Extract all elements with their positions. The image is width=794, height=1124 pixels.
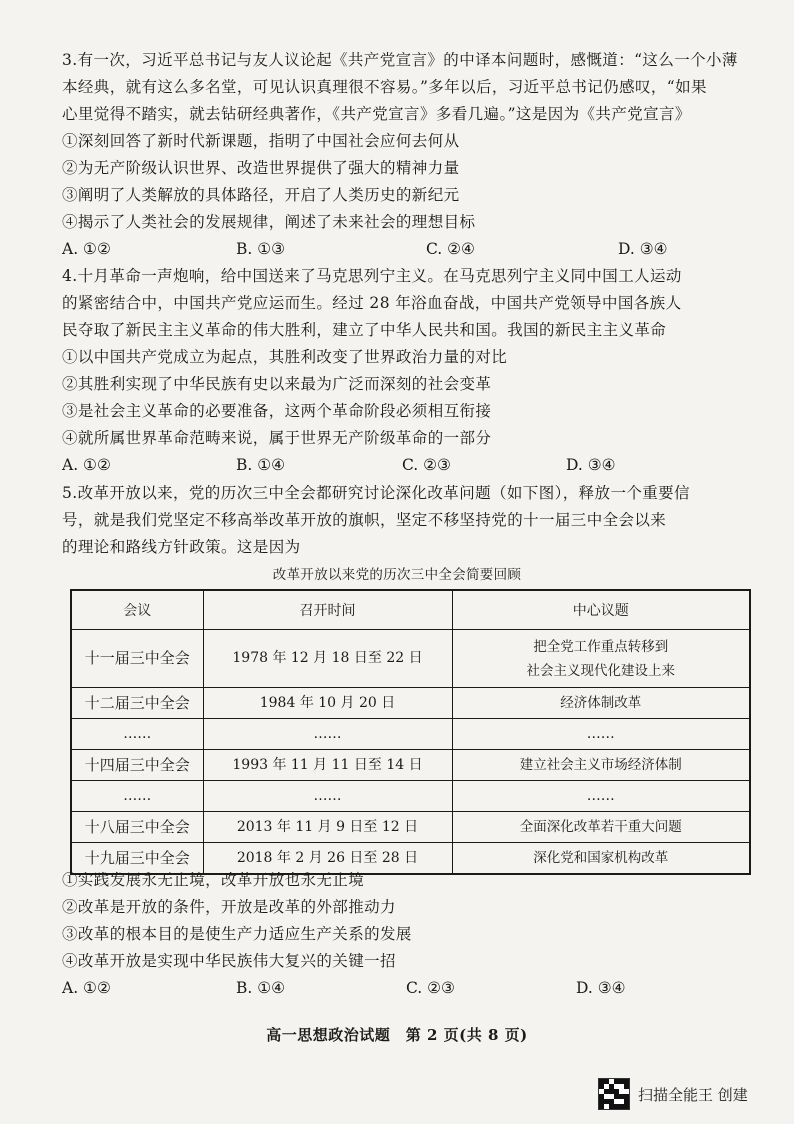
meeting-cell: …… xyxy=(71,781,203,812)
question-5-line: 的理论和路线方针政策。这是因为 xyxy=(62,538,301,556)
question-3-statement: ③阐明了人类解放的具体路径，开启了人类历史的新纪元 xyxy=(62,186,460,204)
table-row xyxy=(71,750,750,781)
question-3-statement: ④揭示了人类社会的发展规律，阐述了未来社会的理想目标 xyxy=(62,213,476,231)
option-d[interactable]: D. ③④ xyxy=(618,240,668,258)
option-a[interactable]: A. ①② xyxy=(62,240,111,258)
option-d[interactable]: D. ③④ xyxy=(576,979,626,997)
question-5-line: 号，就是我们党坚定不移高举改革开放的旗帜，坚定不移坚持党的十一届三中全会以来 xyxy=(62,511,667,529)
table-row xyxy=(71,688,750,719)
meeting-cell: 十四届三中全会 xyxy=(71,750,203,781)
question-3-options xyxy=(62,236,762,263)
question-4-options xyxy=(62,452,762,479)
topic-cell xyxy=(452,630,750,688)
table-row xyxy=(71,812,750,843)
question-5 xyxy=(62,480,762,561)
question-5-options xyxy=(62,975,762,1002)
option-c[interactable]: C. ②③ xyxy=(402,456,451,474)
option-b[interactable]: B. ①④ xyxy=(236,979,286,997)
meeting-cell: 十一届三中全会 xyxy=(71,630,203,688)
meeting-cell: 十九届三中全会 xyxy=(71,843,203,875)
question-4-statement: ④就所属世界革命范畴来说，属于世界无产阶级革命的一部分 xyxy=(62,429,492,447)
table-row xyxy=(71,630,750,688)
option-c[interactable]: C. ②④ xyxy=(426,240,475,258)
topic-cell: 经济体制改革 xyxy=(452,688,750,719)
option-b[interactable]: B. ①③ xyxy=(236,240,286,258)
meeting-cell: …… xyxy=(71,719,203,750)
table-header-row xyxy=(71,590,750,630)
question-4-statement: ①以中国共产党成立为起点，其胜利改变了世界政治力量的对比 xyxy=(62,348,508,366)
column-header-topic: 中心议题 xyxy=(452,590,750,630)
question-5-line: 5.改革开放以来，党的历次三中全会都研究讨论深化改革问题（如下图），释放一个重要信 xyxy=(62,484,690,502)
question-4 xyxy=(62,263,762,479)
question-4-line: 民夺取了新民主主义革命的伟大胜利，建立了中华人民共和国。我国的新民主主义革命 xyxy=(62,321,667,339)
topic-line: 把全党工作重点转移到 xyxy=(533,638,669,655)
topic-cell: 全面深化改革若干重大问题 xyxy=(452,812,750,843)
question-3-statement: ①深刻回答了新时代新课题，指明了中国社会应何去何从 xyxy=(62,132,460,150)
topic-cell: 深化党和国家机构改革 xyxy=(452,843,750,875)
topic-cell: …… xyxy=(452,781,750,812)
question-4-line: 的紧密结合中，中国共产党应运而生。经过 28 年浴血奋战，中国共产党领导中国各族人 xyxy=(62,294,682,312)
question-5-statement: ③改革的根本目的是使生产力适应生产关系的发展 xyxy=(62,925,412,943)
question-3 xyxy=(62,47,762,263)
option-c[interactable]: C. ②③ xyxy=(406,979,455,997)
question-3-line: 心里觉得不踏实，就去钻研经典著作，《共产党宣言》多看几遍。”这是因为《共产党宣言》 xyxy=(62,105,691,123)
topic-line: 社会主义现代化建设上来 xyxy=(526,662,675,679)
option-b[interactable]: B. ①④ xyxy=(236,456,286,474)
time-cell: 1993 年 11 月 11 日至 14 日 xyxy=(203,750,452,781)
scanner-watermark xyxy=(598,1078,748,1110)
question-5-statement: ①实践发展永无止境，改革开放也永无止境 xyxy=(62,871,365,889)
watermark-text: 扫描全能王 创建 xyxy=(638,1085,748,1104)
question-5-statement: ②改革是开放的条件，开放是改革的外部推动力 xyxy=(62,898,396,916)
time-cell: 2018 年 2 月 26 日至 28 日 xyxy=(203,843,452,875)
page-footer: 高一思想政治试题 第 2 页(共 8 页) xyxy=(266,1026,528,1044)
option-a[interactable]: A. ①② xyxy=(62,979,111,997)
option-d[interactable]: D. ③④ xyxy=(566,456,616,474)
question-5-statements xyxy=(62,867,762,1002)
question-5-statement: ④改革开放是实现中华民族伟大复兴的关键一招 xyxy=(62,952,396,970)
question-4-statement: ③是社会主义革命的必要准备，这两个革命阶段必须相互衔接 xyxy=(62,402,492,420)
time-cell: 2013 年 11 月 9 日至 12 日 xyxy=(203,812,452,843)
question-3-line: 3.有一次，习近平总书记与友人议论起《共产党宣言》的中译本问题时，感慨道：“这么一个小薄 xyxy=(62,51,738,69)
time-cell: 1984 年 10 月 20 日 xyxy=(203,688,452,719)
table-row xyxy=(71,719,750,750)
column-header-meeting: 会议 xyxy=(71,590,203,630)
column-header-time: 召开时间 xyxy=(203,590,452,630)
topic-cell: 建立社会主义市场经济体制 xyxy=(452,750,750,781)
question-3-line: 本经典，就有这么多名堂，可见认识真理很不容易。”多年以后，习近平总书记仍感叹，“如果 xyxy=(62,78,707,96)
table-caption: 改革开放以来党的历次三中全会简要回顾 xyxy=(272,567,522,583)
time-cell: …… xyxy=(203,719,452,750)
time-cell: 1978 年 12 月 18 日至 22 日 xyxy=(203,630,452,688)
plenum-table xyxy=(70,589,751,875)
meeting-cell: 十八届三中全会 xyxy=(71,812,203,843)
table-row xyxy=(71,781,750,812)
option-a[interactable]: A. ①② xyxy=(62,456,111,474)
meeting-cell: 十二届三中全会 xyxy=(71,688,203,719)
question-3-statement: ②为无产阶级认识世界、改造世界提供了强大的精神力量 xyxy=(62,159,460,177)
qr-code-icon xyxy=(598,1078,630,1110)
question-4-statement: ②其胜利实现了中华民族有史以来最为广泛而深刻的社会变革 xyxy=(62,375,492,393)
topic-cell: …… xyxy=(452,719,750,750)
question-4-line: 4.十月革命一声炮响，给中国送来了马克思列宁主义。在马克思列宁主义同中国工人运动 xyxy=(62,267,682,285)
time-cell: …… xyxy=(203,781,452,812)
